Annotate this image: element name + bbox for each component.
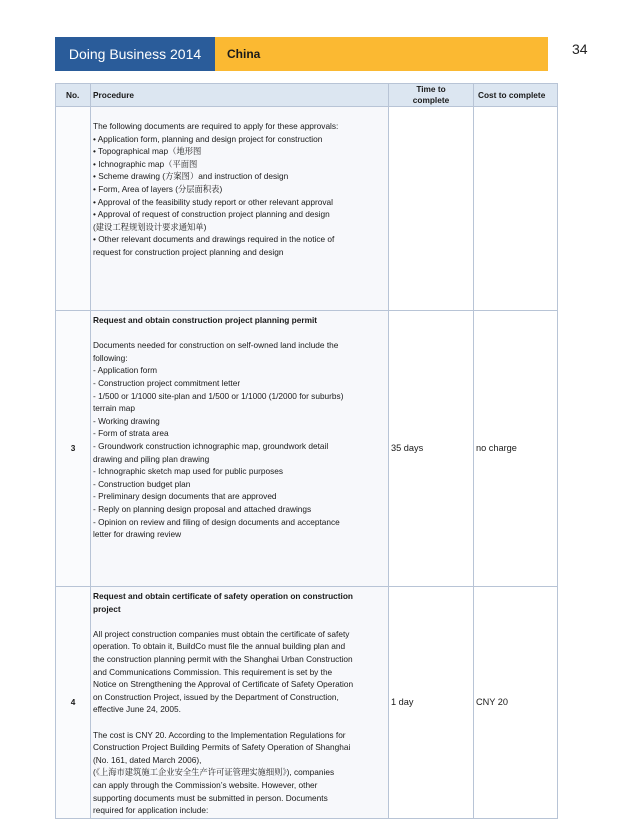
column-header-procedure-label: Procedure	[93, 89, 135, 100]
page-number: 34	[572, 41, 588, 57]
text-line: - Construction budget plan	[93, 478, 191, 489]
text-line: can apply through the Commission’s website. However, other	[93, 779, 318, 790]
text-line: required for application include:	[93, 805, 209, 816]
text-line: on Construction Project, issued by the Department of Construction,	[93, 691, 339, 702]
document-header	[55, 37, 548, 71]
text-line: • Approval of the feasibility study report or other relevant approval	[93, 196, 333, 207]
procedure-text	[93, 314, 386, 541]
text-line: - Form of strata area	[93, 428, 169, 439]
text-line: • Application form, planning and design project for construction	[93, 133, 323, 144]
text-line: (No. 161, dated March 2006),	[93, 754, 202, 765]
text-line: and Communications Commission. This requirement is set by the	[93, 666, 333, 677]
text-line: - Opinion on review and filing of design documents and acceptance	[93, 516, 340, 527]
text-line: drawing and piling plan drawing	[93, 453, 210, 464]
column-header-no: No.	[56, 84, 91, 107]
text-line: - Reply on planning design proposal and attached drawings	[93, 503, 312, 514]
text-line: (建设工程规划设计要求通知单)	[93, 221, 207, 232]
text-line: the construction planning permit with the Shanghai Urban Construction	[93, 653, 353, 664]
row-number	[56, 107, 91, 311]
cost-cell: no charge	[474, 311, 558, 587]
text-line: terrain map	[93, 403, 135, 414]
time-cell: 1 day	[389, 587, 474, 819]
text-line: - Working drawing	[93, 415, 160, 426]
text-line: Construction Project Building Permits of Safety Operation of Shanghai	[93, 742, 351, 753]
text-line: (《上海市建筑施工企业安全生产许可证管理实施细则》), companies	[93, 767, 335, 778]
procedure-cell	[91, 107, 389, 311]
text-line: following:	[93, 352, 128, 363]
text-line: • Topographical map（地形图	[93, 146, 202, 157]
text-line: All project construction companies must obtain the certificate of safety	[93, 628, 350, 639]
text-line: - Preliminary design documents that are approved	[93, 491, 277, 502]
text-line: The following documents are required to apply for these approvals:	[93, 121, 339, 131]
text-line: - Construction project commitment letter	[93, 377, 241, 388]
cost-cell: CNY 20	[474, 587, 558, 819]
column-header-time-line2: complete	[412, 95, 450, 105]
procedure-title: project	[93, 603, 121, 614]
procedure-title: Request and obtain certificate of safety operation on construction	[93, 591, 354, 601]
procedure-cell	[91, 587, 389, 819]
text-line: effective June 24, 2005.	[93, 704, 181, 715]
table-row	[56, 587, 558, 819]
text-line: - Ichnographic sketch map used for public purposes	[93, 466, 284, 477]
text-line: - Groundwork construction ichnographic map, groundwork detail	[93, 440, 329, 451]
document-title: Doing Business 2014	[55, 37, 215, 71]
country-name: China	[227, 47, 261, 61]
procedure-text	[93, 590, 386, 817]
text-line: • Scheme drawing (方案图）and instruction of design	[93, 171, 289, 182]
table-row	[56, 107, 558, 311]
text-line: - 1/500 or 1/1000 site-plan and 1/500 or 1/1000 (1/2000 for suburbs)	[93, 390, 344, 401]
table-row	[56, 311, 558, 587]
time-cell: 35 days	[389, 311, 474, 587]
spacer	[93, 716, 386, 729]
text-line: Notice on Strengthening the Approval of Certificate of Safety Operation	[93, 679, 354, 690]
spacer	[93, 327, 386, 340]
column-header-procedure	[91, 84, 389, 107]
column-header-time-line1: Time to	[416, 84, 446, 94]
text-line: request for construction project planning and design	[93, 246, 284, 257]
procedure-cell	[91, 311, 389, 587]
table-header-row	[56, 84, 558, 107]
procedures-table	[55, 83, 558, 819]
cost-cell	[474, 107, 558, 311]
text-line: supporting documents must be submitted in person. Documents	[93, 792, 328, 803]
procedure-text	[93, 120, 386, 259]
column-header-time	[389, 84, 474, 107]
text-line: Documents needed for construction on self-owned land include the	[93, 340, 339, 351]
text-line: - Application form	[93, 365, 158, 376]
text-line: The cost is CNY 20. According to the Implementation Regulations for	[93, 729, 346, 740]
procedure-title: Request and obtain construction project planning permit	[93, 315, 318, 325]
text-line: • Ichnographic map（平面图	[93, 158, 198, 169]
text-line: operation. To obtain it, BuildCo must file the annual building plan and	[93, 641, 346, 652]
text-line: • Form, Area of layers (分层面积表)	[93, 183, 223, 194]
text-line: letter for drawing review	[93, 529, 182, 540]
text-line: • Approval of request of construction project planning and design	[93, 209, 330, 220]
spacer	[93, 615, 386, 628]
text-line: • Other relevant documents and drawings required in the notice of	[93, 234, 335, 245]
time-cell	[389, 107, 474, 311]
column-header-cost: Cost to complete	[474, 84, 558, 107]
row-number: 4	[56, 587, 91, 819]
row-number: 3	[56, 311, 91, 587]
